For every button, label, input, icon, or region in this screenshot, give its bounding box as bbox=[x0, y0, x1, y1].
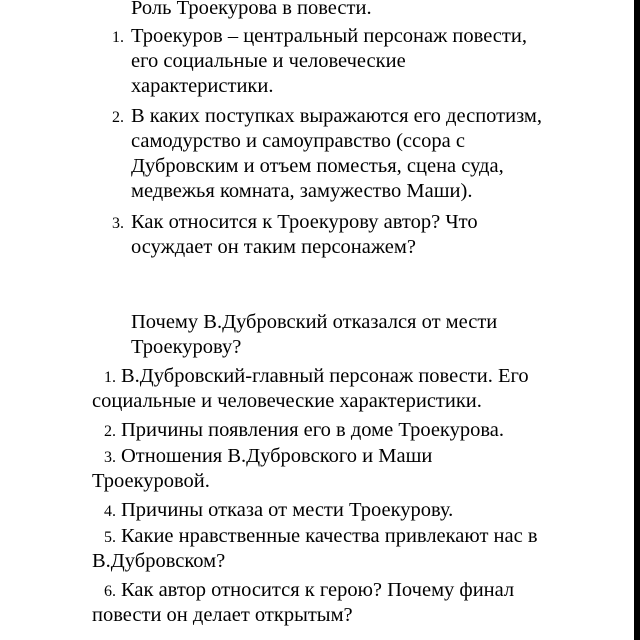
item-line: характеристики. bbox=[131, 75, 274, 97]
list-number: 5. bbox=[104, 529, 116, 546]
item-line: Троекуров – центральный персонаж повести, bbox=[131, 25, 527, 47]
item-line: медвежья комната, замужество Маши). bbox=[131, 180, 473, 202]
list-number: 2. bbox=[112, 109, 124, 126]
item-line: Причины появления его в доме Троекурова. bbox=[121, 419, 504, 441]
section2-item-2 bbox=[92, 418, 504, 443]
list-number: 3. bbox=[104, 449, 116, 466]
item-line: Как автор относится к герою? Почему финал bbox=[121, 579, 515, 601]
item-line: Как относится к Троекурову автор? Что bbox=[131, 211, 478, 233]
item-line: самодурство и самоуправство (ссора с bbox=[131, 130, 465, 152]
list-number: 1. bbox=[104, 369, 116, 386]
item-line: В.Дубровском? bbox=[92, 550, 226, 572]
list-number: 2. bbox=[104, 423, 116, 440]
item-line: повести он делает открытым? bbox=[92, 604, 353, 626]
item-line: Причины отказа от мести Троекурову. bbox=[121, 499, 454, 521]
item-line: Отношения В.Дубровского и Маши bbox=[121, 445, 433, 467]
list-number: 1. bbox=[112, 29, 124, 46]
section2-heading bbox=[131, 310, 497, 360]
list-number: 6. bbox=[104, 583, 116, 600]
item-line: его социальные и человеческие bbox=[131, 50, 406, 72]
list-number: 3. bbox=[112, 215, 124, 232]
section2-item-5 bbox=[92, 524, 538, 574]
item-line: Троекуровой. bbox=[92, 470, 210, 492]
section2-heading-line: Троекурову? bbox=[131, 336, 242, 358]
section2-item-3 bbox=[92, 444, 432, 494]
section1-heading: Роль Троекурова в повести. bbox=[131, 0, 372, 19]
section2-item-6 bbox=[92, 578, 514, 628]
item-line: Какие нравственные качества привлекают нас в bbox=[121, 525, 538, 547]
item-line: В каких поступках выражаются его деспотизм, bbox=[131, 105, 542, 127]
section2-item-4 bbox=[92, 498, 453, 523]
item-line: осуждает он таким персонажем? bbox=[131, 236, 416, 258]
item-line: социальные и человеческие характеристики. bbox=[92, 390, 482, 412]
section2-heading-line: Почему В.Дубровский отказался от мести bbox=[131, 311, 498, 333]
list-number: 4. bbox=[104, 503, 116, 520]
item-line: Дубровским и отъем поместья, сцена суда, bbox=[131, 155, 504, 177]
item-line: В.Дубровский-главный персонаж повести. Его bbox=[121, 365, 529, 387]
section2-item-1 bbox=[92, 364, 529, 414]
